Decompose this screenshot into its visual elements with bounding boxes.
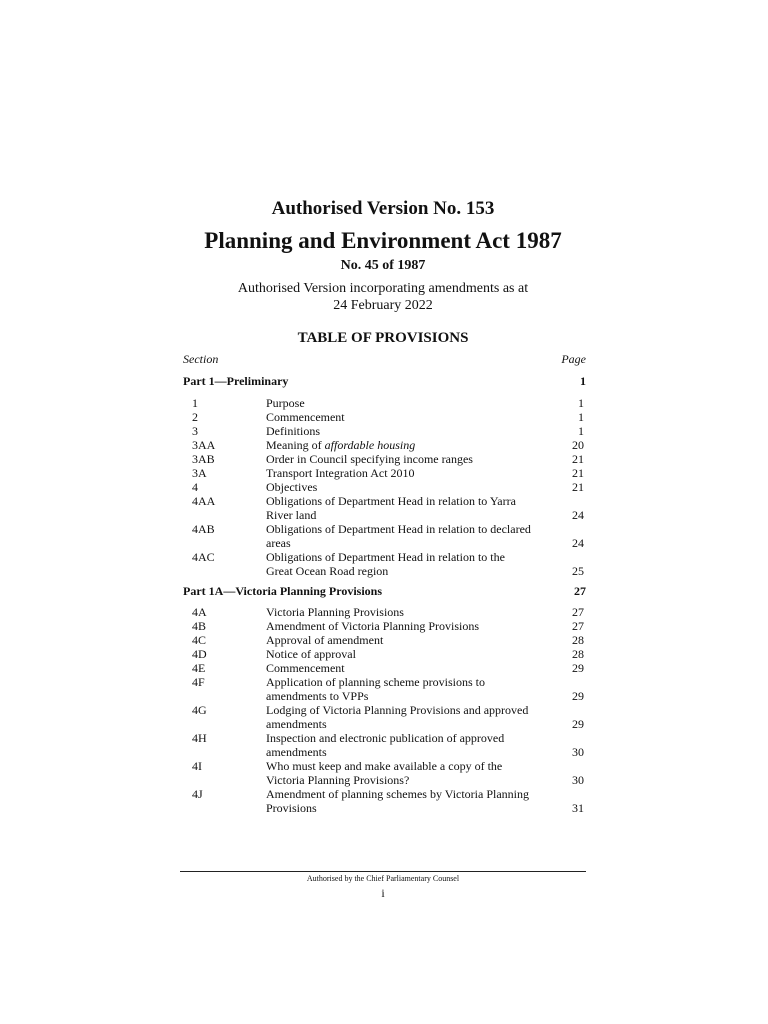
section-title: Commencement xyxy=(266,661,345,675)
section-page: 20 xyxy=(572,438,584,452)
section-title xyxy=(266,787,546,815)
section-title-line: Victoria Planning Provisions? xyxy=(266,773,410,787)
footer-authorisation: Authorised by the Chief Parliamentary Counsel xyxy=(306,874,460,883)
section-title-line: amendments xyxy=(266,745,327,759)
toc-entry[interactable] xyxy=(180,633,586,647)
section-number: 4B xyxy=(192,619,207,633)
toc-entry[interactable] xyxy=(180,438,586,452)
toc-entry[interactable] xyxy=(180,619,586,633)
toc-entry[interactable] xyxy=(180,731,586,759)
section-number: 4AC xyxy=(192,550,215,564)
section-title-defined-term: affordable housing xyxy=(324,438,416,452)
part-page: 1 xyxy=(580,374,586,388)
section-title-line: Who must keep and make available a copy of the xyxy=(266,759,503,773)
section-page: 30 xyxy=(572,773,584,787)
toc-entry[interactable] xyxy=(180,787,586,815)
section-page: 24 xyxy=(572,536,584,550)
section-number: 3 xyxy=(192,424,198,438)
section-page: 21 xyxy=(572,480,584,494)
section-page: 25 xyxy=(572,564,584,578)
section-page: 29 xyxy=(572,717,584,731)
act-title: Planning and Environment Act 1987 xyxy=(204,228,562,253)
section-title-line: Inspection and electronic publication of approved xyxy=(266,731,505,745)
section-title: Victoria Planning Provisions xyxy=(266,605,404,619)
section-page: 24 xyxy=(572,508,584,522)
toc-entry[interactable] xyxy=(180,675,586,703)
section-title-line: Application of planning scheme provisions to xyxy=(266,675,485,689)
toc-entry[interactable] xyxy=(180,661,586,675)
section-title-line: Obligations of Department Head in relation to declared xyxy=(266,522,531,536)
incorporation-line-1: Authorised Version incorporating amendments as at xyxy=(237,281,529,296)
section-page: 30 xyxy=(572,745,584,759)
section-number: 1 xyxy=(192,396,198,410)
toc-entry[interactable] xyxy=(180,605,586,619)
section-title-line: Amendment of planning schemes by Victoria Planning xyxy=(266,787,530,801)
section-number: 4E xyxy=(192,661,206,675)
part-title: Part 1—Preliminary xyxy=(183,374,289,388)
section-page: 29 xyxy=(572,689,584,703)
page-number: i xyxy=(381,886,385,900)
toc-entry[interactable] xyxy=(180,466,586,480)
section-page: 1 xyxy=(578,396,584,410)
section-title-line: River land xyxy=(266,508,317,522)
section-column-label: Section xyxy=(183,352,219,366)
section-title xyxy=(266,522,546,550)
toc-title: TABLE OF PROVISIONS xyxy=(297,330,469,346)
section-number: 4G xyxy=(192,703,207,717)
section-page: 21 xyxy=(572,466,584,480)
section-number: 4I xyxy=(192,759,202,773)
section-title xyxy=(266,438,546,452)
section-number: 4A xyxy=(192,605,207,619)
section-title xyxy=(266,703,546,731)
section-title xyxy=(266,731,546,759)
section-title-prefix: Meaning of xyxy=(266,438,325,452)
toc-entry[interactable] xyxy=(180,396,586,410)
section-page: 28 xyxy=(572,633,584,647)
section-page: 31 xyxy=(572,801,584,815)
section-number: 4D xyxy=(192,647,207,661)
toc-entry[interactable] xyxy=(180,759,586,787)
section-number: 4AB xyxy=(192,522,215,536)
section-title: Approval of amendment xyxy=(266,633,384,647)
section-number: 4H xyxy=(192,731,207,745)
toc-entry[interactable] xyxy=(180,647,586,661)
authorised-version-title: Authorised Version No. 153 xyxy=(271,198,495,219)
section-title: Transport Integration Act 2010 xyxy=(266,466,415,480)
part-title: Part 1A—Victoria Planning Provisions xyxy=(183,584,382,598)
section-title xyxy=(266,675,546,703)
section-number: 4 xyxy=(192,480,198,494)
toc-entry[interactable] xyxy=(180,452,586,466)
part-page: 27 xyxy=(574,584,586,598)
act-number: No. 45 of 1987 xyxy=(340,258,426,273)
incorporation-note xyxy=(180,280,586,314)
section-title-line: Great Ocean Road region xyxy=(266,564,389,578)
incorporation-date: 24 February 2022 xyxy=(333,298,433,313)
section-number: 3AB xyxy=(192,452,215,466)
section-number: 4AA xyxy=(192,494,216,508)
section-title: Order in Council specifying income ranges xyxy=(266,452,473,466)
section-title-line: Provisions xyxy=(266,801,317,815)
page-column-label: Page xyxy=(561,352,586,366)
section-title: Definitions xyxy=(266,424,320,438)
section-page: 1 xyxy=(578,424,584,438)
section-title: Notice of approval xyxy=(266,647,356,661)
section-number: 4C xyxy=(192,633,207,647)
section-title: Commencement xyxy=(266,410,345,424)
section-title xyxy=(266,550,546,578)
section-page: 27 xyxy=(572,605,584,619)
section-title xyxy=(266,759,546,787)
section-title: Purpose xyxy=(266,396,305,410)
section-title: Objectives xyxy=(266,480,318,494)
section-number: 2 xyxy=(192,410,198,424)
section-title-line: amendments xyxy=(266,717,327,731)
section-title xyxy=(266,494,546,522)
toc-entry[interactable] xyxy=(180,410,586,424)
toc-entry[interactable] xyxy=(180,494,586,522)
toc-entry[interactable] xyxy=(180,550,586,578)
section-title-line: Obligations of Department Head in relation to Yarra xyxy=(266,494,516,508)
section-number: 3AA xyxy=(192,438,216,452)
section-page: 21 xyxy=(572,452,584,466)
section-title-line: Obligations of Department Head in relation to the xyxy=(266,550,505,564)
toc-entry[interactable] xyxy=(180,703,586,731)
section-number: 4J xyxy=(192,787,203,801)
footer-divider xyxy=(180,871,586,872)
toc-entry[interactable] xyxy=(180,424,586,438)
section-page: 27 xyxy=(572,619,584,633)
toc-entry[interactable] xyxy=(180,522,586,550)
section-title: Amendment of Victoria Planning Provisions xyxy=(266,619,480,633)
section-title-line: Lodging of Victoria Planning Provisions and approved xyxy=(266,703,529,717)
section-page: 28 xyxy=(572,647,584,661)
section-number: 3A xyxy=(192,466,207,480)
section-page: 1 xyxy=(578,410,584,424)
section-title-line: areas xyxy=(266,536,291,550)
section-number: 4F xyxy=(192,675,205,689)
section-title-line: amendments to VPPs xyxy=(266,689,369,703)
toc-entry[interactable] xyxy=(180,480,586,494)
section-page: 29 xyxy=(572,661,584,675)
